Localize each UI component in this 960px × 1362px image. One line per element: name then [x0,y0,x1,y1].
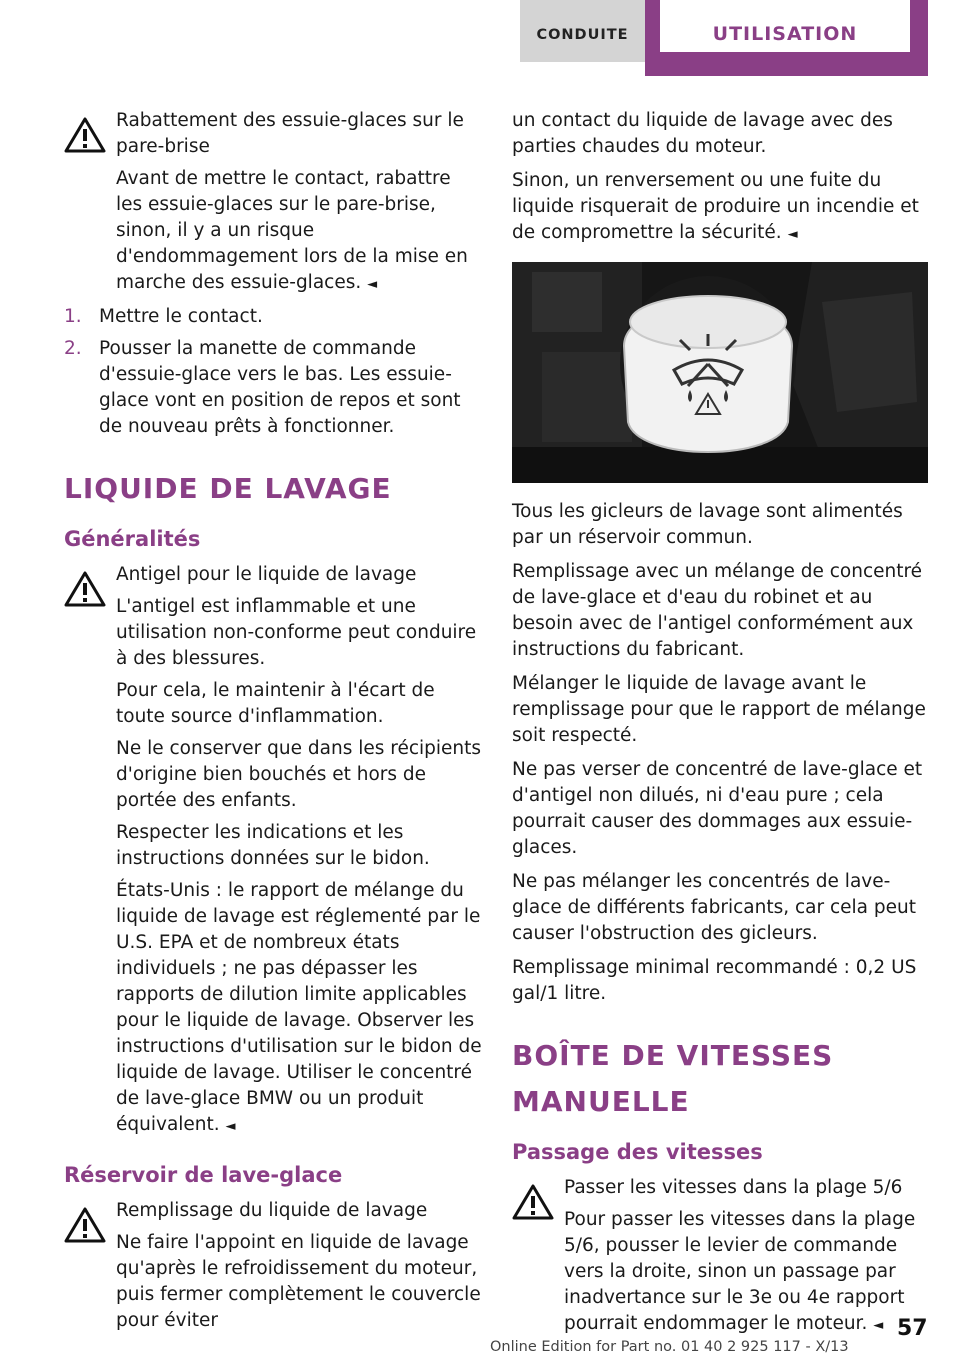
warning-triangle-icon [512,1183,554,1221]
warning-paragraph: Respecter les indications et les instructions données sur le bidon. [116,822,430,869]
warning-triangle-icon [64,570,106,608]
end-mark: ◄ [367,277,378,292]
page-number: 57 [897,1316,928,1341]
section-title-washer-fluid: LIQUIDE DE LAVAGE [64,472,392,505]
warning-title: Passer les vitesses dans la plage 5/6 [564,1177,903,1198]
reservoir-cap-illustration [512,262,928,483]
paragraph: Mélanger le liquide de lavage avant le remplissage pour que le rapport de mélange soit respecté. [512,673,926,746]
step-text: Mettre le contact. [99,306,263,327]
tab-conduite[interactable] [520,0,645,62]
warning-body: Ne faire l'appoint en liquide de lavage qu'après le refroidissement du moteur, puis fermer complètement le couvercle pour éviter [116,1232,481,1331]
warning-wiper-folding [64,108,482,298]
step-text: Pousser la manette de commande d'essuie-glace vers le bas. Les essuie-glace vont en position de repos et sont de nouveau prêts à fonctionner. [99,338,461,437]
warning-paragraph: États-Unis : le rapport de mélange du liquide de lavage est réglementé par le U.S. EPA et de nombreux états individuels ; ne pas dépasser les rapports de dilution limite applicables pour le liquide de lavage. Observer les instructions d'utilisation sur le bidon de liquide de lavage. Utiliser le concentré de lave-glace BMW ou un produit équivalent. ◄ [116,880,482,1135]
washer-reservoir-photo [512,262,928,483]
warning-antifreeze [64,562,482,1140]
left-column [64,108,482,1340]
section-title-manual-gearbox: BOÎTE DE VITESSES MANUELLE [512,1039,834,1118]
paragraph: Remplissage avec un mélange de concentré de lave-glace et d'eau du robinet et au besoin avec de l'antigel conformément aux instructions du fabricant. [512,561,923,660]
tab-conduite-label: CONDUITE [536,27,629,43]
end-mark: ◄ [787,227,798,242]
step-number: 1. [64,306,82,327]
paragraph: Tous les gicleurs de lavage sont alimentés par un réservoir commun. [512,501,903,548]
subsection-title-shifting: Passage des vitesses [512,1140,763,1164]
tab-utilisation[interactable] [645,0,928,76]
warning-title: Antigel pour le liquide de lavage [116,564,417,585]
subsection-title-general: Généralités [64,527,201,551]
steps-list [64,304,482,440]
warning-body: Avant de mettre le contact, rabattre les essuie-glaces sur le pare-brise, sinon, il y a un risque d'endommagement lors de la mise en marche des essuie-glaces. ◄ [116,168,468,293]
step-number: 2. [64,338,82,359]
right-column [512,108,930,1345]
end-mark: ◄ [873,1318,884,1333]
paragraph: Remplissage minimal recommandé : 0,2 US gal/1 litre. [512,957,917,1004]
paragraph: Ne pas mélanger les concentrés de lave-glace de différents fabricants, car cela peut causer l'obstruction des gicleurs. [512,871,916,944]
warning-paragraph: Pour cela, le maintenir à l'écart de toute source d'inflammation. [116,680,435,727]
footer-edition: Online Edition for Part no. 01 40 2 925 117 - X/13 [490,1339,849,1355]
tab-utilisation-label: UTILISATION [660,0,910,52]
paragraph: Ne pas verser de concentré de lave-glace et d'antigel non dilués, ni d'eau pure ; cela pourrait causer des dommages aux essuie-glaces. [512,759,923,858]
list-item [64,336,482,440]
warning-body: Pour passer les vitesses dans la plage 5/6, pousser le levier de commande vers la droite, sinon un passage par inadvertance sur le 3e ou 4e rapport pourrait endommager le moteur. ◄ [564,1209,916,1334]
warning-title: Rabattement des essuie-glaces sur le pare-brise [116,110,464,157]
warning-refill [64,1198,482,1334]
subsection-title-reservoir: Réservoir de lave-glace [64,1163,343,1187]
warning-gear-shift [512,1175,930,1339]
warning-triangle-icon [64,1206,106,1244]
paragraph-continued: un contact du liquide de lavage avec des parties chaudes du moteur. [512,110,893,157]
warning-title: Remplissage du liquide de lavage [116,1200,428,1221]
warning-triangle-icon [64,116,106,154]
list-item [64,304,482,330]
paragraph: Sinon, un renversement ou une fuite du liquide risquerait de produire un incendie et de compromettre la sécurité. ◄ [512,170,919,243]
end-mark: ◄ [225,1119,236,1134]
warning-paragraph: Ne le conserver que dans les récipients d'origine bien bouchés et hors de portée des enfants. [116,738,482,811]
warning-body: L'antigel est inflammable et une utilisation non-conforme peut conduire à des blessures. [116,596,477,669]
